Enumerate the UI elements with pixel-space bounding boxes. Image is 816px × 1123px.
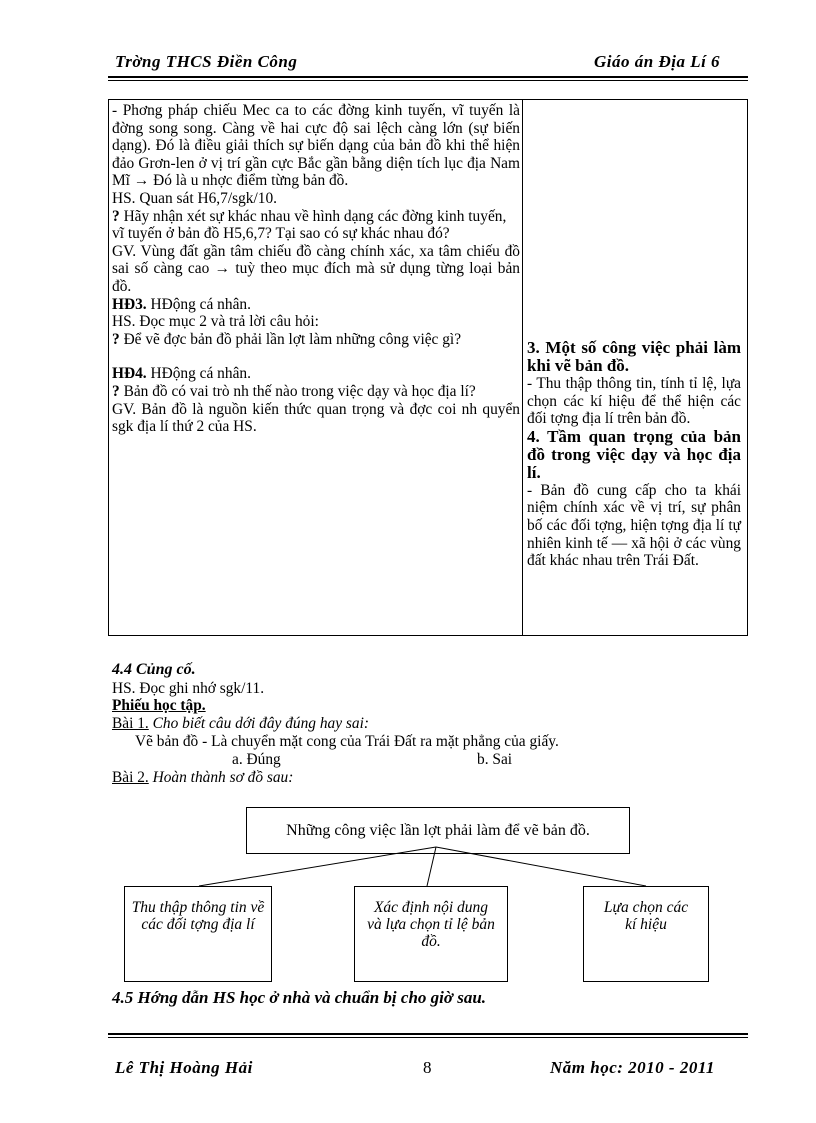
header-subject: Giáo án Địa Lí 6 [594,52,721,71]
exercise-2: Bài 2. Hoàn thành sơ đồ sau: [112,769,294,786]
section-3-text: - Thu thập thông tin, tính tỉ lệ, lựa chọn các kí hiệu để thể hiện các đối tợng địa lí trên bản đồ. [527,375,741,428]
footer-author: Lê Thị Hoàng Hải [115,1058,253,1077]
consolidation-line: HS. Đọc ghi nhớ sgk/11. [112,680,265,697]
text-gv-2: GV. Bản đồ là nguồn kiến thức quan trọng và đợc coi nh quyển sgk địa lí thứ 2 của HS. [112,400,520,436]
footer-year: Năm học: 2010 - 2011 [550,1058,715,1077]
diagram-top-box: Những công việc lần lợt phải làm để vẽ bản đồ. [246,807,630,854]
text-observe: HS. Quan sát H6,7/sgk/10. [112,189,278,207]
activity-3: HĐ3. HĐộng cá nhân. [112,295,251,313]
text-gv-1: GV. Vùng đất gần tâm chiếu đồ càng chính xác, xa tâm chiếu đồ sai số càng cao → tuỳ theo mục đích mà sử dụng từng loại bản đồ. [112,242,520,295]
diagram-box-collect: Thu thập thông tin về các đối tợng địa lí [124,886,272,982]
text-projection: - Phơng pháp chiếu Mec ca to các đờng kinh tuyến, vĩ tuyến là đờng song song. Càng về hai cực độ sai lệch càng lớn (sự biến dạng). Đó là điều giải thích sự biến dạng của bản đồ khi thể hiện đảo Grơn-len ở vị trí gần cực Bắc gần bằng diện tích lục địa Nam Mĩ → Đó là u nhợc điểm từng bản đồ. [112,102,520,190]
footer-rule-thin [108,1037,748,1038]
section-3-heading: 3. Một số công việc phải làm khi vẽ bản đồ. [527,338,741,375]
diagram-box-content: Xác định nội dung và lựa chọn tỉ lệ bản đồ. [354,886,508,982]
option-b: b. Sai [477,751,513,768]
consolidation-heading: 4.4 Củng cố. [112,661,196,678]
activity-4: HĐ4. HĐộng cá nhân. [112,365,251,383]
option-a: a. Đúng [232,751,281,768]
homework-heading: 4.5 Hớng dẫn HS học ở nhà và chuẩn bị cho giờ sau. [112,988,487,1007]
exercise-1-statement: Vẽ bản đồ - Là chuyển mặt cong của Trái Đất ra mặt phẳng của giấy. [135,733,559,750]
arrow-icon: → [214,260,231,278]
section-4-heading: 4. Tầm quan trọng của bản đồ trong việc dạy và học địa lí. [527,426,741,482]
arrow-icon: → [133,172,150,190]
diagram-box-symbols: Lựa chọn các kí hiệu [583,886,709,982]
section-4-text: - Bản đồ cung cấp cho ta khái niệm chính xác về vị trí, sự phân bố các đối tợng, hiện tợng địa lí tự nhiên kinh tế — xã hội ở các vùng đất khác nhau trên Trái Đất. [527,481,741,570]
exercise-1: Bài 1. Cho biết câu dới đây đúng hay sai: [112,715,370,732]
worksheet-title: Phiếu học tập. [112,697,206,714]
question-3: ? Bản đồ có vai trò nh thế nào trong việc dạy và học địa lí? [112,382,476,400]
text-read: HS. Đọc mục 2 và trả lời câu hỏi: [112,313,319,331]
question-2: ? Để vẽ đợc bản đồ phải lần lợt làm những công việc gì? [112,330,462,348]
header-school: Trờng THCS Điền Công [115,52,298,71]
question-1: ? Hãy nhận xét sự khác nhau về hình dạng các đờng kinh tuyến, vĩ tuyến ở bản đồ H5,6,7? Tại sao có sự khác nhau đó? [112,207,507,243]
footer-rule [108,1033,748,1035]
page-number: 8 [423,1058,432,1077]
